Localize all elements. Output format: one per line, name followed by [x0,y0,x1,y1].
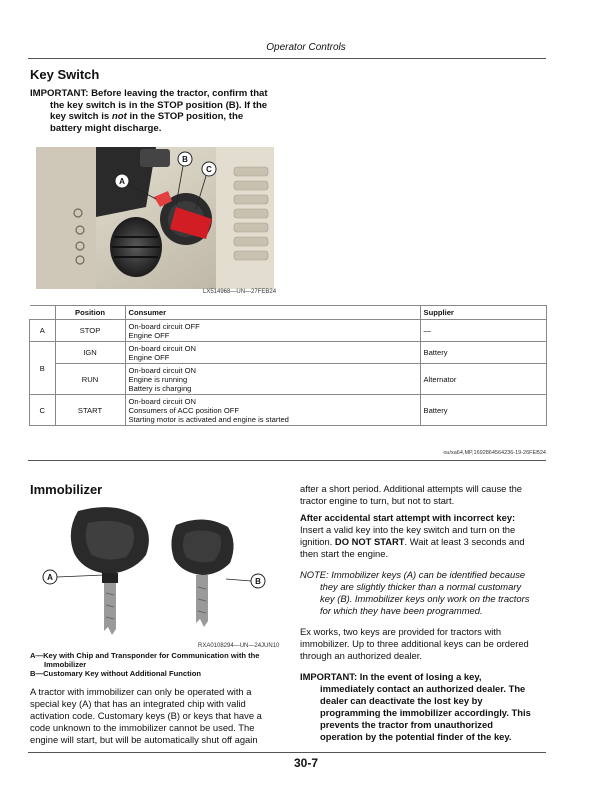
footer-rule [28,752,546,753]
callout-c: C [206,165,212,174]
table-cell-state: RUN [55,364,125,395]
page-number: 30-7 [293,756,319,770]
callout-a: A [119,177,125,186]
table-cell-consumer: On-board circuit ON Engine OFF [125,342,420,364]
important-label: IMPORTANT: [30,88,89,99]
paragraph-line: after a short period. Additional attempts will cause the [300,483,522,494]
figure-legend [30,651,280,678]
table-row [30,342,547,364]
immobilizer-right-column [300,483,550,743]
table-cell-supplier: Battery [420,395,547,426]
callout-b: B [255,577,261,586]
table-header: Position [55,306,125,320]
figure-caption-key-switch: LX514968—UN—27FEB24 [203,289,277,295]
table-cell-consumer: On-board circuit ON Engine is running Battery is charging [125,364,420,395]
paragraph-line: Ex works, two keys are provided for tractors with [300,626,502,637]
section-rule [28,460,546,461]
table-cell-position: A [30,320,56,342]
callout-b: B [182,155,188,164]
important-line: Before leaving the tractor, confirm that [91,88,268,99]
legend-item-a-cont: Immobilizer [44,660,87,669]
paragraph-line: Insert a valid key into the key switch and turn on the [300,524,516,535]
running-header: Operator Controls [266,42,346,53]
table-header-row [30,306,547,320]
important-line: battery might discharge. [50,122,162,134]
paragraph-line: immobilizer. Up to three additional keys can be ordered [300,638,529,649]
subheading-incorrect-key: After accidental start attempt with incorrect key: [300,512,516,523]
table-cell-supplier: — [420,320,547,342]
section-heading-key-switch: Key Switch [30,67,100,82]
table-row [30,395,547,426]
key-switch-position-table [29,305,547,426]
table-cell-state: IGN [55,342,125,364]
figure-caption-immobilizer: RXA0108294—UN—24JUN10 [198,643,280,649]
table-cell-consumer: On-board circuit ON Consumers of ACC position OFF Starting motor is activated and engine is started [125,395,420,426]
section-heading-immobilizer: Immobilizer [30,482,103,497]
reference-code: ou/xa64,MP,1692864564236-19-26FEB24 [443,450,546,456]
important-note-key-switch [30,88,290,134]
note: NOTE: Immobilizer keys (A) can be identified because they are slightly thicker than a normal customary key (B). Immobilizer keys only work on the tractors for which they have been programmed. [300,569,530,616]
table-header: Supplier [420,306,547,320]
immobilizer-keys-figure [36,503,274,645]
header-rule [28,58,546,59]
table-header-blank [30,306,56,320]
table-cell-supplier: Battery [420,342,547,364]
table-cell-state: START [55,395,125,426]
table-cell-state: STOP [55,320,125,342]
table-cell-consumer: On-board circuit OFF Engine OFF [125,320,420,342]
callout-a: A [47,573,53,582]
table-cell-position: B [30,342,56,395]
immobilizer-intro-paragraph: A tractor with immobilizer can only be operated with a special key (A) that has an integrated chip with valid activation code. Customary keys (B) or keys that have a code unknown to the immobilizer cannot be used. The engine will start, but will be automatically shut off again [30,686,262,745]
table-header: Consumer [125,306,420,320]
paragraph-line: ignition. DO NOT START. Wait at least 3 seconds and [300,536,525,547]
paragraph-line: tractor engine to turn, but not to start. [300,495,455,506]
paragraph-line: through an authorized dealer. [300,650,422,661]
important-line: key switch is not in the STOP position, the [50,111,244,123]
table-row [30,364,547,395]
important-line: the key switch is in the STOP position (B). If the [50,99,268,111]
paragraph-line: then start the engine. [300,548,389,559]
legend-item-a: A—Key with Chip and Transponder for Communication with the [30,651,260,660]
legend-item-b: B—Customary Key without Additional Function [30,669,201,678]
key-switch-photo [36,147,274,289]
table-cell-supplier: Alternator [420,364,547,395]
table-cell-position: C [30,395,56,426]
important-note-immobilizer: IMPORTANT: In the event of losing a key, immediately contact an authorized dealer. The dealer can deactivate the lost key by programming the immobilizer accordingly. This prevents the tractor from unauthorized operation by the potential finder of the key. [300,671,531,742]
table-row [30,320,547,342]
